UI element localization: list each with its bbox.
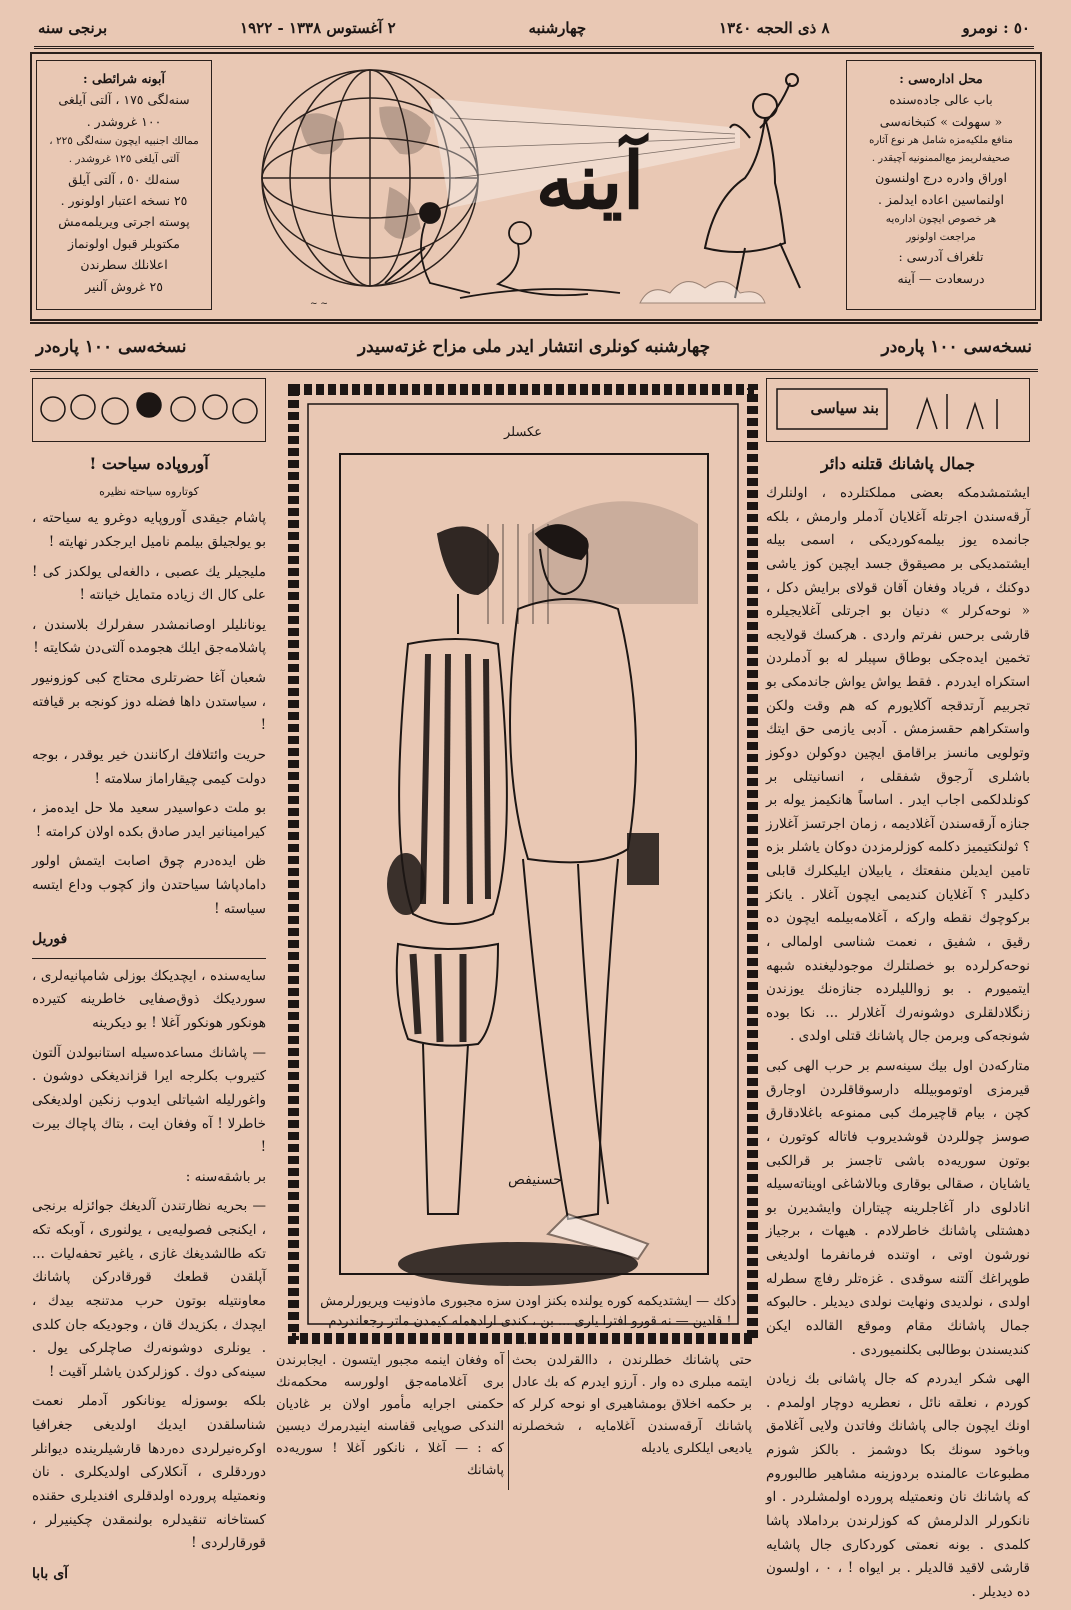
office-address: [846, 60, 1036, 310]
divider: [32, 958, 266, 959]
masthead-illustration: [220, 58, 830, 314]
address-line: هر خصوص ایچون اداره‌یه: [885, 212, 997, 225]
terms-line: سنه‌لگی ١٧٥ ، آلتی آیلغی: [58, 92, 190, 108]
weekday: چهارشنبه: [528, 19, 587, 37]
article-paragraph: الهی شکر ایدردم که جال پاشانی بك زیادن کوردم ، نعلقه نائل ، نعطریه دوچار اولمدم . اونك ایچون جالی پاشانك وفاتدن ولایی آغلامق وباخود سونك بکا دوشمز . بالکز شوزم مطبوعات عالمنده بردوزینه مشاهیر طالبوروم که پاشانك نان ونعمتیله پرورده اولمشلردر . او نانکورلر الدلرمش که کوزلرندن برداملاد پاشا کلمدی . بونه نعمتی کوردکاری جال پاشایه قارشی لاقید قالدیلر . بر ایواه ! ، ٠ ، اولسون ده دیدیلر .: [766, 1371, 1030, 1600]
poem-stanza: یونانلیلر اوصانمشدر سفرلرك بلاسندن ، پاشلامه‌جق ایلك هجومده آلتی‌دن شکایته !: [32, 616, 266, 657]
faces-illustration-icon: [33, 379, 265, 439]
cloud-decoration: [640, 282, 765, 303]
cityscape-icon: [767, 379, 1029, 439]
terms-line: پوسته اجرتی ویریلمه‌مش: [58, 214, 190, 230]
address-line: « سهولت » کتبخانه‌سی: [879, 113, 1003, 129]
terms-line: اعلانلك سطرندن: [80, 257, 168, 273]
price-strip: [30, 322, 1038, 372]
dateline: [34, 10, 1034, 49]
address-line: اوراق وادره درج اولنسون: [875, 170, 1007, 186]
gregorian-date: ٢ آغستوس ١٣٣٨ - ١٩٢٢: [240, 19, 396, 37]
article-title: جمال پاشانك قتلنه دائر: [821, 454, 975, 473]
poem-stanza: بو ملت دعواسیدر سعید ملا حل ایده‌مز ، کیرامینانیر ایدر صادق بکده اولان کرامته !: [32, 800, 266, 840]
poem-stanza: ملیجیلر یك عصبی ، دالغه‌لی یولکدز کی ! علی کال اك زیاده متمایل خیانته !: [32, 563, 266, 604]
poem-stanza: حریت وائتلافك ارکانندن خیر یوقدر ، بوجه دولت کیمی چیقاراماز سلامته !: [32, 746, 266, 787]
terms-line: ٢٥ غروش آلنیر: [85, 278, 163, 294]
issue-number: ٥٠ : نومرو: [962, 19, 1030, 37]
subscription-terms: [36, 60, 212, 310]
left-column: [32, 378, 266, 1592]
political-banner: [766, 378, 1030, 442]
cartoon-illustration: [288, 384, 758, 1344]
shadow-shape: [398, 1242, 638, 1286]
address-line: تلغراف آدرسی :: [898, 249, 984, 265]
address-line: درسعادت — آينه: [897, 270, 985, 286]
terms-line: مکتوبلر قبول اولونماز: [68, 235, 180, 251]
prose-paragraph: — بحریه نظارتندن آلدیغك جوائزله برنجی ، ایکنجی فصولیه‌یی ، یولنوری ، آوبکه تکه تکه طالشدیغك غازی ، یاغیر تحفه‌لیات ... آپلقدن قطعك قورقادرکن پاشانك معاونتیله بوتون حرب مدتنجه بیدك ، ایچدك ، بکزیدك قان ، وجودیکه جان کلدی . یونلری دوشونه‌رك صاچلرکی یول . سینه‌کی دوك . کوزلرکدن یاشلر آقیت !: [32, 1198, 266, 1380]
terms-line: ممالك اجنبیه ایچون سنه‌لگی ٢٢٥ ،: [49, 135, 199, 148]
column-divider: [508, 1350, 509, 1490]
address-line: مراجعت اولونور: [906, 231, 976, 244]
continued-text-left: آه وفغان اینمه مجبور ایتسون . ایجابرندن بری آغلامامه‌جق اولورسه محکمه‌نك حکمنی اجرایه مأمور اولان بر غادیان الندکی صوپایی قفاسنه اینیدرمرك دیسین که : — آغلا ، نانکور آغلا ! سوریه‌ده پاشانك: [276, 1353, 504, 1479]
masthead: [30, 52, 1042, 321]
terms-line: ٢٥ نسخه اعتبار اولونور .: [60, 193, 188, 209]
volume-year: برنجی سنه: [38, 19, 108, 37]
article-paragraph: متارکه‌دن اول بیك سینه‌سم بر حرب الهی کبی قیرمزی اوتوموبیلله دارسوقاقلردن اوجارق کچن ، بیام قاچیرمك کبی ممنوعه باغلادقارق صوسز چوللردن قوشدیروب فاتاله کوتورن ، بوتون سوریه‌ده باشی تاجسز بر قرالکبی یاشایان ، صقالی بوقاری وبالاشاغی اویناته‌سیله انادلوی دار آغاجلرینه چیتاران وایشدیرن بو دهشتلی پاشانك خاطرلادم . هیهات ، برجیاز نورشون اوتی ، اوتنده فرمانفرما اولدیغی طوپراغك آلتنه سوقدی . غزه‌تلر رفاچ سطرله اولدی ، نولدیدی ونهایت نولدی دیدیلر . حالبوکه جمال پاشانك مقام وموقع القالده ایکن کندیسندن بوطالبی بکلنمیوردی .: [766, 1058, 1030, 1358]
terms-line: آبونه شرائطی :: [83, 71, 165, 86]
terms-line: ١٠٠ غروشدر .: [86, 113, 162, 129]
prose-paragraph: — پاشانك مساعده‌سیله استانبولدن آلتون کتیروب بکلرجه ایرا قزاندیغکی دوشون . واغورلیله اشیاتلی ایدوب زنکین اولدیغکی خاطرلا ! آه وفغان ایت ، بتاك پاچاك بیرت !: [32, 1044, 266, 1156]
illustrator-signature: ~ ~: [310, 299, 328, 309]
address-line: منافع ملکیه‌مزه شامل هر نوع آثاره: [869, 135, 1013, 147]
address-line: صحیفه‌لریمز مع‌الممنونیه آچیقدر .: [871, 152, 1011, 164]
banner-label: بند سیاسی: [810, 399, 879, 417]
woman-figure-icon: [705, 74, 800, 298]
address-line: محل اداره‌سی :: [899, 71, 983, 86]
address-line: باب عالی جاده‌سنده: [889, 92, 993, 108]
continued-text-right: حتی پاشانك خطلرندن ، داالقرلدن بحث ایتمه مبلری ده وار . آرزو ایدرم که بك عادل بر حکمه اخلاق بومشاهیری او نوحه کرلر که پاشانك آرقه‌سندن آغلامایه ، شخصلرنه یادیعی ایلکلری یادیله: [512, 1353, 752, 1457]
prose-paragraph: سایه‌سنده ، ایچدیکك بوزلی شامپانیه‌لری ، سوردیکك ذوق‌صفایی خاطرینه کتیرده هونکور هونکور آغلا ! بو دیکرینه: [32, 967, 266, 1031]
price-right: نسخه‌سی ١٠٠ پاره‌در: [881, 336, 1032, 357]
hijri-date: ٨ ذی الحجه ١٣٤٠: [719, 19, 830, 37]
faces-banner: [32, 378, 266, 442]
poem-signature: فوریل: [32, 931, 68, 948]
poem-title: آوروپاده سیاحت !: [89, 454, 209, 473]
cartoon-label: عکسلر: [503, 425, 543, 440]
man-figure-icon: [510, 525, 658, 1259]
cartoon-caption: ادکك — ایشتدیکمه کوره یولنده بکنز اودن سزه مجبوری ماذونیت ویریورلرمش ! قادین — نه قورو افترا یاری ... بن ، کندی ارادهمله کیمدن ماتر رجعاندردم !..: [320, 1294, 740, 1348]
prose-paragraph: بلکه بوسوزله یونانکور آدملر نعمت شناسلقدن ایدیك اولدیغی جغرافیا اوکره‌نیرلردی ده‌ردها قارشیلرینده دیوانلر دوردقلری ، آنکلارکی اولدیکلری . نان ونعمتیله پرورده اولدقلری افندیلری حقنده کستاخانه تنقیدلره بولنمقدن چکینیرلر ، قورقارلردی !: [32, 1393, 266, 1552]
right-column: [766, 378, 1030, 1610]
terms-line: آلتی آیلغی ١٢٥ غروشدر .: [68, 153, 180, 166]
article-paragraph: ایشتمشدمکه بعضی مملکتلرده ، اولنلرك آرقه‌سندن اجرتله آغلایان آدملر وارمش ، بلکه جانمده یوز بیلمه‌کوردیکی ، اسمی بیله ایشتمدیکی بر مصیقوق جسد ایچین کوز یاشی دوکنك ، فریاد وفغان آقان قولای برایش دکل ، « نوحه‌کرلر » دنیان بو اجرتلی آغلایجیلره قارشی برحس نفرتم واردی . هرکسك قولایجه تخمین ایده‌جکی بوطاق سپبلر له بو آدملردن استکراه ایدردم . فقط یواش یواش جاندمکی بو تجربیم آرتدقجه آکلایورم که هم وقت ولکن واستکراهم حقسزمش . آدبی یازمی حق ایتك وتولویی مانسز براقامق ایچین دوکولن دوکوز باشلری آرجوق شفقلی ، انسانیتلی بر کونلدلکمی اجاب ایدر . اساساً هانکیمز یوله بر جنازه آرقه‌سندن آغلادیمه ، زمان اجرتسز آغلارز ؟ ثولنکتیمیز دکلمه کوزلرمزدن دوکان یاشلر بزه تامین ایدیلن منفعتك ، یابیلان ایلیکلرك قابلی دکلیدر ؟ آغلایان کندیمی ایچون آغلار . یانکز برکوچوك نقطه وارکه ، آغلامه‌بیلمه ایچون ده رقیق ، شفیق ، نعمت شناسی اولمالی ، نوحه‌کرلرده بو خصلتلرك موجودلیغنده شبهه ایتمیورم . بو زواللیلرده جنازه‌نك یوزندن زنگلادلقلری دوشونه‌رك آغلارلر ... نکا بوده شونجه‌کی وبرمن جال پاشانك قتلی اولدی .: [766, 485, 1030, 1045]
tagline: چهارشنبه کونلری انتشار ایدر ملی مزاح غزته‌سیدر: [357, 336, 711, 357]
poem-subtitle: کوتاروه سیاحته نظیره: [99, 485, 199, 498]
poem-stanza: پاشام جیقدی آوروپایه دوغرو یه سیاحته ، بو یولجیلق بیلمم نامیل ایرجکدر نهایته !: [32, 510, 266, 550]
newspaper-title: آينه: [535, 136, 645, 227]
price-left: نسخه‌سی ١٠٠ پاره‌در: [36, 336, 187, 357]
column-footer-signature: آی بابا: [32, 1565, 69, 1582]
address-line: اولنماسین اعاده ایدلمز .: [877, 191, 1005, 207]
poem-stanza: ظن ایده‌درم چوق اصابت ایتمش اولور دامادپاشا سیاحتدن واز کچوب وداع ایتسه سیاسته !: [32, 853, 266, 917]
poem-stanza: شعبان آغا حضرتلری محتاج کبی کوزونیور ، سیاستدن داها فضله دوز کونجه بر قیافته !: [32, 670, 266, 734]
terms-line: سنه‌لك ٥٠ ، آلتی آیلق: [68, 171, 180, 187]
artist-signature: حسنیفص: [508, 1172, 562, 1188]
woman-figure-icon: [388, 527, 507, 1214]
prose-paragraph: بر باشقه‌سنه :: [185, 1168, 266, 1185]
